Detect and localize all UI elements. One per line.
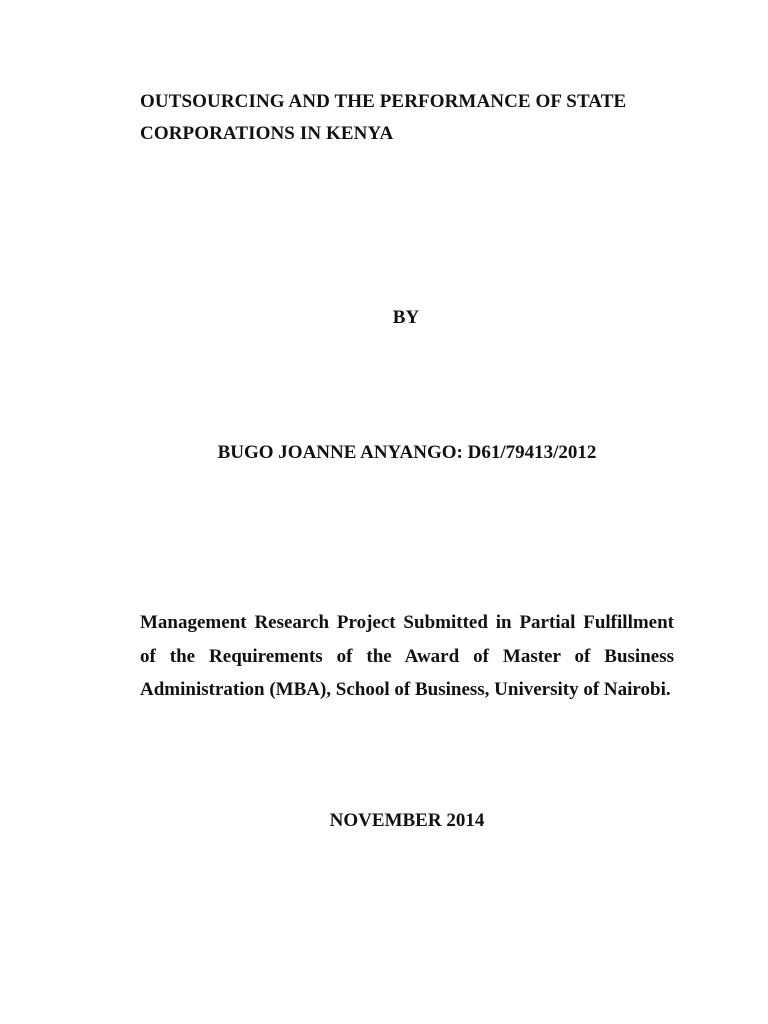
submission-date: NOVEMBER 2014 — [329, 810, 485, 831]
submission-statement: Management Research Project Submitted in Partial Fulfillment of the Requirements of the Award of Master of Business Administration (MBA), School of Business, University of Nairobi. — [140, 612, 674, 700]
document-title: OUTSOURCING AND THE PERFORMANCE OF STATE CORPORATIONS IN KENYA — [140, 91, 627, 144]
by-label: BY — [392, 307, 420, 328]
author-line: BUGO JOANNE ANYANGO: D61/79413/2012 — [217, 442, 597, 463]
